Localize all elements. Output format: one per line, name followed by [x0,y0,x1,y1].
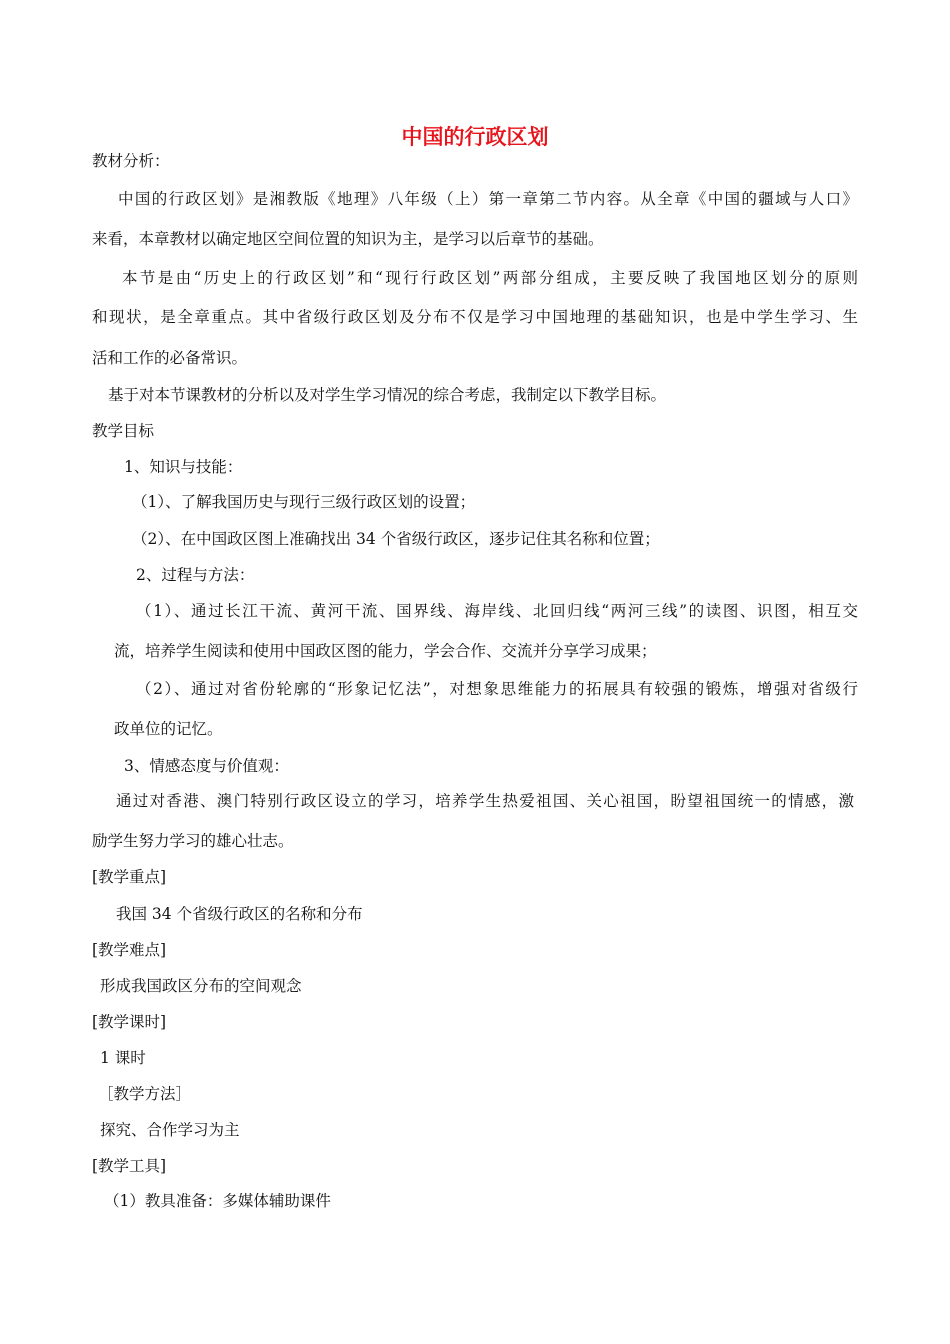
analysis-heading: 教材分析： [92,152,170,170]
key-points-text: 我国 34 个省级行政区的名称和分布 [116,905,363,923]
analysis-paragraph-2-line-2: 和现状，是全章重点。其中省级行政区划及分布不仅是学习中国地理的基础知识，也是中学生学习、生 [92,308,858,326]
goal-1-item-b: （2）、在中国政区图上准确找出 34 个省级行政区，逐步记住其名称和位置； [132,530,660,548]
hours-heading: [教学课时] [92,1013,167,1031]
method-text: 探究、合作学习为主 [100,1121,240,1139]
difficulty-text: 形成我国政区分布的空间观念 [100,977,302,995]
method-heading: ［教学方法］ [98,1085,192,1103]
goal-3-line-1: 通过对香港、澳门特别行政区设立的学习，培养学生热爱祖国、关心祖国，盼望祖国统一的情感，激 [116,792,854,810]
goal-3-line-2: 励学生努力学习的雄心壮志。 [92,832,294,850]
goal-2-item-a-line-1: （1）、通过长江干流、黄河干流、国界线、海岸线、北回归线“两河三线”的读图、识图，相互交 [136,602,858,620]
goal-2-item-a-line-2: 流，培养学生阅读和使用中国政区图的能力，学会合作、交流并分享学习成果； [114,642,657,660]
analysis-paragraph-2-line-3: 活和工作的必备常识。 [92,349,248,367]
goal-2-heading: 2、过程与方法： [136,566,255,584]
analysis-paragraph-2-line-1: 本节是由“历史上的行政区划”和“现行行政区划”两部分组成，主要反映了我国地区划分的原则 [122,269,858,287]
goal-3-heading: 3、情感态度与价值观： [124,757,289,775]
goal-2-item-b-line-2: 政单位的记忆。 [114,720,223,738]
goal-1-item-a: （1）、了解我国历史与现行三级行政区划的设置； [132,493,476,511]
analysis-paragraph-1-line-1: 中国的行政区划》是湘教版《地理》八年级（上）第一章第二节内容。从全章《中国的疆域与人口》 [118,190,858,208]
analysis-paragraph-1-line-2: 来看，本章教材以确定地区空间位置的知识为主，是学习以后章节的基础。 [92,230,604,248]
goal-1-heading: 1、知识与技能： [124,458,243,476]
analysis-paragraph-3: 基于对本节课教材的分析以及对学生学习情况的综合考虑，我制定以下教学目标。 [108,386,667,404]
document-title: 中国的行政区划 [401,125,549,149]
hours-text: 1 课时 [100,1049,146,1067]
goal-2-item-b-line-1: （2）、通过对省份轮廓的“形象记忆法”，对想象思维能力的拓展具有较强的锻炼，增强对省级行 [136,680,858,698]
tools-text: （1）教具准备：多媒体辅助课件 [104,1192,331,1210]
key-points-heading: [教学重点] [92,868,167,886]
tools-heading: [教学工具] [92,1157,167,1175]
goals-heading: 教学目标 [92,422,155,440]
difficulty-heading: [教学难点] [92,941,167,959]
